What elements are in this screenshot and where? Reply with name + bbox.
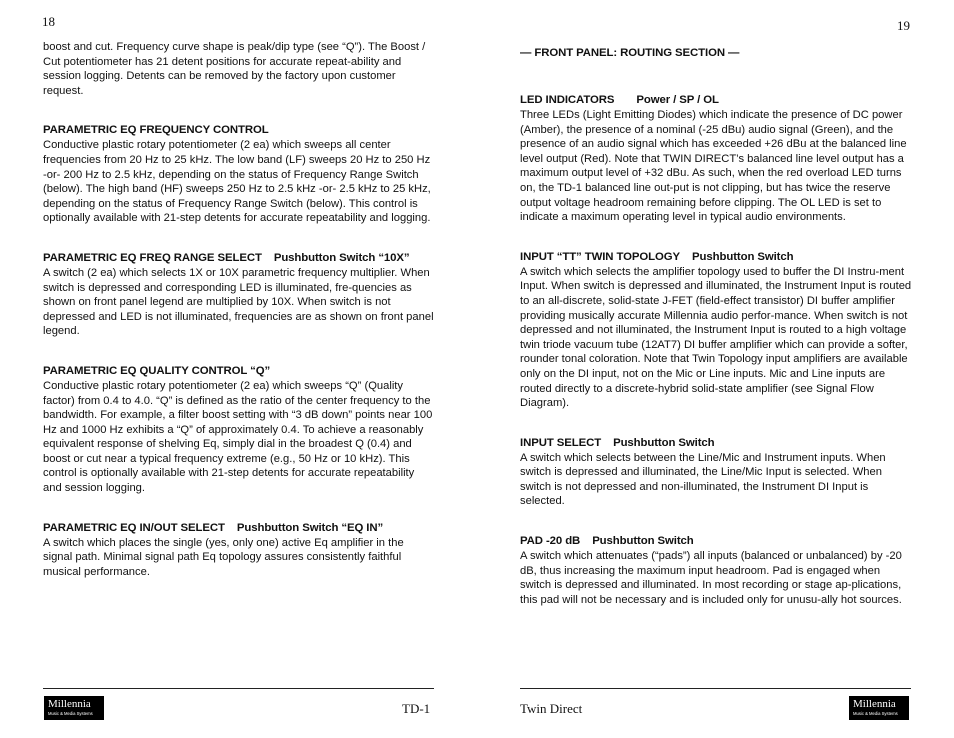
section-heading-pad xyxy=(520,534,912,549)
section-subtitle: Pushbutton Switch “10X” xyxy=(273,251,410,264)
right-column xyxy=(520,46,912,607)
section-subtitle: Pushbutton Switch xyxy=(692,250,794,263)
logo-tagline: Music & Media Systems xyxy=(48,711,93,716)
section-title: INPUT “TT” TWIN TOPOLOGY xyxy=(520,250,681,263)
section-subtitle: Power / SP / OL xyxy=(636,94,719,106)
section-body-quality: Conductive plastic rotary potentiometer (2 ea) which sweeps “Q” (Quality factor) from 0.4 to 4.0. “Q” is defined as the ratio of the center frequency to the bandwidth. For example, a filter boost setting with “3 dB down” points near 100 Hz and 1000 Hz exhibits a “Q” of approximately 0.4. To achieve a reasonably equivalent response of shelving Eq, simply dial in the broadest Q (0.4) and boost or cut near a typical frequency extreme (e.g., 50 Hz or 10 kHz). This control is optionally available with 21-step detents for accurate repeatability and session logging. xyxy=(43,379,433,495)
footer-rule-left xyxy=(43,688,434,689)
section-body-led: Three LEDs (Light Emitting Diodes) which indicate the presence of DC power (Amber), the presence of a nominal (-25 dBu) audio signal (Green), and the presence of an audio signal which has exceeded +26 dBu at the balanced line level output (Red). Note that TWIN DIRECT’s balanced line level output has a maximum output level of +32 dBu. As such, when the red overload LED turns on, the TD-1 balanced line out-put is not clipping, but has twice the reserve output voltage headroom remaining before clipping. The OL LED is set to indicate a maximum operating level in typical audio environments. xyxy=(520,109,907,224)
section-title: PARAMETRIC EQ IN/OUT SELECT xyxy=(43,521,225,534)
section-body-input-select: A switch which selects between the Line/Mic and Instrument inputs. When switch is depressed and illuminated, the Line/Mic Input is selected. When switch is not depressed and non-illuminated, the Instrument DI Input is selected. xyxy=(520,451,886,508)
section-heading-freq-range xyxy=(43,251,435,266)
section-heading-input-select xyxy=(520,436,912,451)
section-title: PARAMETRIC EQ QUALITY CONTROL “Q” xyxy=(43,364,271,377)
logo-tagline: Music & Media Systems xyxy=(853,711,898,716)
section-body-twin-topology: A switch which selects the amplifier topology used to buffer the DI Instru-ment Input. When switch is depressed and illuminated, the Instrument Input is routed to an all-discrete, solid-state J-FET (field-effect transistor) DI buffer amplifier providing musically accurate Millennia audio perfor-mance. When switch is not depressed and not illuminated, the Instrument Input is routed to a high voltage twin triode vacuum tube (12AT7) DI buffer amplifier which can provide a softer, rounder tonal coloration. Note that Twin Topology input amplifiers are available only on the DI input, not on the Mic or Line inputs. Mic and Line inputs are routed directly to a discrete-hybrid solid-state amplifier (see Signal Flow Diagram). xyxy=(520,265,912,410)
section-heading-quality xyxy=(43,364,435,379)
section-heading-eq-in xyxy=(43,521,435,536)
footer-product-name: Twin Direct xyxy=(520,701,583,716)
page-number-right: 19 xyxy=(897,18,910,33)
right-page xyxy=(477,0,954,738)
intro-paragraph: boost and cut. Frequency curve shape is peak/dip type (see “Q”). The Boost / Cut potentiometer has 21 detent positions for accurate repeat-ability and session logging. Detents can be removed by the factory upon customer request. xyxy=(43,41,426,97)
logo-name: Millennia xyxy=(853,698,896,710)
section-body-freq-range: A switch (2 ea) which selects 1X or 10X parametric frequency multiplier. When switch is depressed and corresponding LED is illuminated, fre-quencies as shown on front panel legend are multiplied by 10X. When switch is not depressed and LED is not illuminated, frequencies are as shown on front panel legend. xyxy=(43,266,434,338)
section-title: PAD -20 dB xyxy=(520,535,581,548)
page-number-left: 18 xyxy=(42,14,55,29)
section-body-freq-control: Conductive plastic rotary potentiometer (2 ea) which sweeps all center frequencies from 20 Hz to 25 kHz. The low band (LF) sweeps 20 Hz to 250 Hz -or- 200 Hz to 2.5 kHz, depending on the status of Frequency Range Switch (below). The high band (HF) sweeps 250 Hz to 2.5 kHz -or- 2.5 kHz to 25 kHz, depending on the status of Frequency Range Switch (below). This control is optionally available with 21-step detents for accurate repeatability and logging. xyxy=(43,139,431,225)
section-title: INPUT SELECT xyxy=(520,436,602,449)
routing-section-heading: — FRONT PANEL: ROUTING SECTION — xyxy=(520,47,740,59)
section-subtitle: Pushbutton Switch “EQ IN” xyxy=(236,521,384,534)
section-heading-twin-topology xyxy=(520,250,912,265)
section-heading-freq-control xyxy=(43,123,435,138)
footer-model: TD-1 xyxy=(402,701,431,716)
section-title: PARAMETRIC EQ FREQ RANGE SELECT xyxy=(43,251,262,264)
section-title: PARAMETRIC EQ FREQUENCY CONTROL xyxy=(43,124,269,137)
section-body-pad: A switch which attenuates (“pads”) all inputs (balanced or unbalanced) by -20 dB, thus increasing the maximum input headroom. Pad is engaged when switch is depressed and illuminated. In most recording or stage ap-plications, this pad will not be necessary and is included only for unusu-ally hot sources. xyxy=(520,550,902,606)
left-column xyxy=(43,40,435,579)
section-title: LED INDICATORS xyxy=(520,94,615,106)
section-body-eq-in: A switch which places the single (yes, only one) active Eq amplifier in the signal path. Minimal signal path Eq topology assures consistently faithful musical performance. xyxy=(43,536,404,578)
millennia-logo-left xyxy=(44,696,104,720)
section-heading-led xyxy=(520,93,912,108)
section-subtitle: Pushbutton Switch xyxy=(613,436,715,449)
millennia-logo-right xyxy=(849,696,909,720)
section-subtitle: Pushbutton Switch xyxy=(592,535,694,548)
footer-rule-right xyxy=(520,688,911,689)
logo-name: Millennia xyxy=(48,698,91,710)
